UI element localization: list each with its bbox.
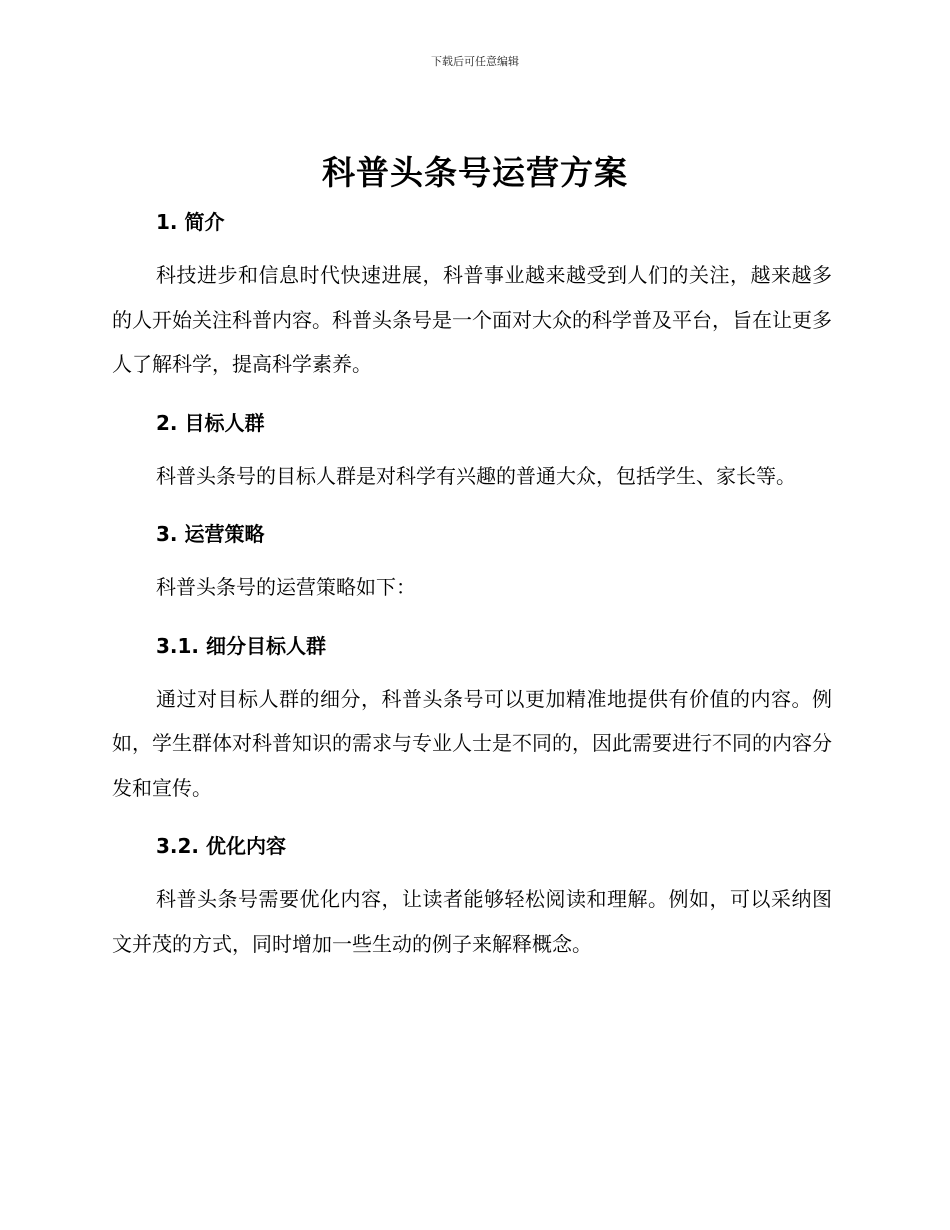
section-target-audience xyxy=(112,401,832,513)
section-intro xyxy=(112,200,832,401)
document-body xyxy=(112,200,832,966)
section-optimize-content xyxy=(112,824,832,966)
section-operation-strategy xyxy=(112,512,832,624)
header-note: 下载后可任意编辑 xyxy=(431,55,519,68)
section-heading: 2. 目标人群 xyxy=(156,410,265,435)
document-title: 科普头条号运营方案 xyxy=(322,153,628,192)
section-paragraph: 科普头条号需要优化内容，让读者能够轻松阅读和理解。例如，可以采纳图文并茂的方式，同时增加一些生动的例子来解释概念。 xyxy=(112,887,832,956)
section-paragraph: 通过对目标人群的细分，科普头条号可以更加精准地提供有价值的内容。例如，学生群体对科普知识的需求与专业人士是不同的，因此需要进行不同的内容分发和宣传。 xyxy=(112,686,832,800)
section-heading: 3.1. 细分目标人群 xyxy=(156,633,326,658)
section-segment-audience xyxy=(112,624,832,825)
section-heading: 3. 运营策略 xyxy=(156,522,265,546)
section-heading: 3.2. 优化内容 xyxy=(156,834,286,858)
section-heading: 1. 简介 xyxy=(156,210,225,234)
section-paragraph: 科普头条号的目标人群是对科学有兴趣的普通大众，包括学生、家长等。 xyxy=(156,463,796,488)
section-paragraph: 科普头条号的运营策略如下： xyxy=(156,575,416,599)
section-paragraph: 科技进步和信息时代快速进展，科普事业越来越受到人们的关注，越来越多的人开始关注科普内容。科普头条号是一个面对大众的科学普及平台，旨在让更多人了解科学，提高科学素养。 xyxy=(112,263,832,376)
